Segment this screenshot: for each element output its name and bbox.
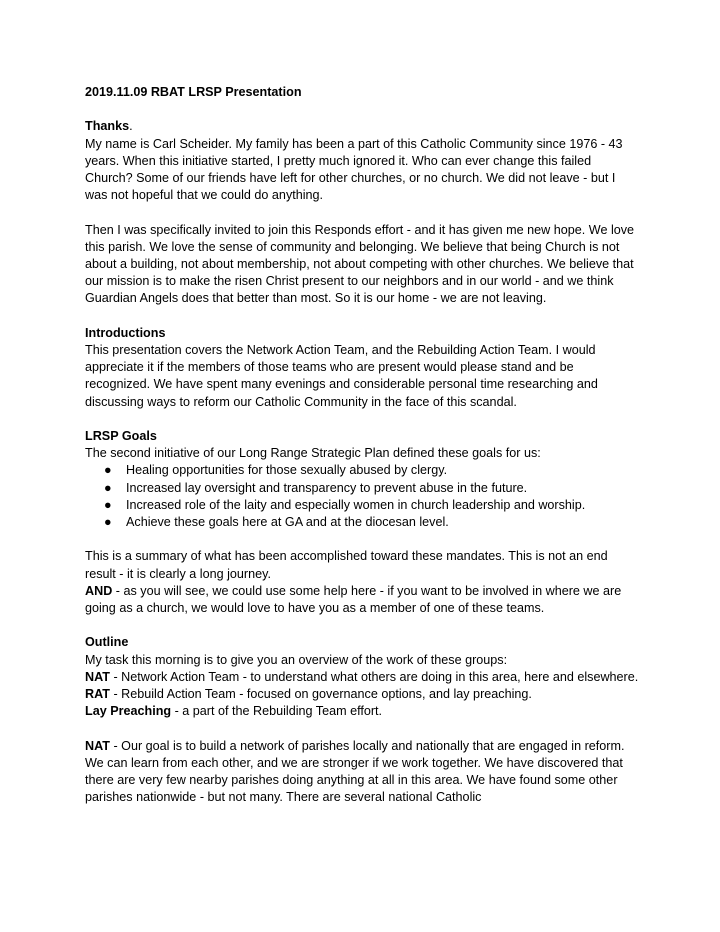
goals-list [85, 462, 640, 531]
thanks-paragraph-2: Then I was specifically invited to join this Responds effort - and it has given me new hope. We love this parish. We love the sense of community and belonging. We believe that being Church is not about a building, not about membership, not about competing with other churches. We believe that our mission is to make the risen Christ present to our neighbors and in our world - and we think Guardian Angels does that better than most. So it is our home - we are not leaving. [85, 222, 635, 306]
document-body [85, 84, 640, 806]
outline-item-lay-preaching: Lay Preaching - a part of the Rebuilding Team effort. [85, 704, 383, 719]
goals-list-item: ● Achieve these goals here at GA and at the diocesan level. [85, 514, 640, 531]
nat-paragraph: NAT - Our goal is to build a network of parishes locally and nationally that are engaged in reform. We can learn from each other, and we are stronger if we work together. We have discovered that there are very few nearby parishes doing anything at all in this area. We have found some other parishes nationwide - but not many. There are several national Catholic [85, 738, 625, 805]
bullet-icon: ● [104, 515, 112, 530]
bullet-icon: ● [104, 463, 112, 478]
goals-and-paragraph: AND - as you will see, we could use some help here - if you want to be involved in where we are going as a church, we would love to have you as a member of one of these teams. [85, 583, 622, 616]
outline-heading: Outline [85, 635, 129, 650]
spacer [85, 101, 640, 118]
goals-summary: This is a summary of what has been accomplished toward these mandates. This is not an end result - it is clearly a long journey. [85, 549, 608, 581]
spacer [85, 720, 640, 737]
spacer [85, 204, 640, 221]
outline-intro: My task this morning is to give you an overview of the work of these groups: [85, 652, 508, 667]
outline-item-rat: RAT - Rebuild Action Team - focused on governance options, and lay preaching. [85, 687, 532, 702]
document-title: 2019.11.09 RBAT LRSP Presentation [85, 85, 302, 99]
thanks-paragraph-1: My name is Carl Scheider. My family has been a part of this Catholic Community since 1976 - 43 years. When this initiative started, I pretty much ignored it. Who can ever change this failed Church? Some of our friends have left for other churches, or no church. We did not leave - but I was not hopeful that we could do anything. [85, 136, 623, 203]
goals-list-item: ● Healing opportunities for those sexually abused by clergy. [85, 462, 640, 479]
spacer [85, 308, 640, 325]
bullet-icon: ● [104, 480, 112, 495]
spacer [85, 411, 640, 428]
goals-heading: LRSP Goals [85, 429, 157, 443]
spacer [85, 617, 640, 634]
goals-intro: The second initiative of our Long Range Strategic Plan defined these goals for us: [85, 446, 541, 461]
spacer [85, 531, 640, 548]
goals-list-item: ● Increased role of the laity and especially women in church leadership and worship. [85, 497, 640, 514]
introductions-paragraph: This presentation covers the Network Action Team, and the Rebuilding Action Team. I would appreciate it if the members of those teams who are present would please stand and be recognized. We have spent many evenings and considerable personal time researching and discussing ways to reform our Catholic Community in the face of this scandal. [85, 343, 598, 409]
goals-list-item: ● Increased lay oversight and transparency to prevent abuse in the future. [85, 480, 640, 497]
bullet-icon: ● [104, 497, 112, 512]
outline-item-nat: NAT - Network Action Team - to understand what others are doing in this area, here and elsewhere. [85, 669, 639, 684]
thanks-heading: Thanks. [85, 119, 133, 134]
introductions-heading: Introductions [85, 325, 166, 340]
